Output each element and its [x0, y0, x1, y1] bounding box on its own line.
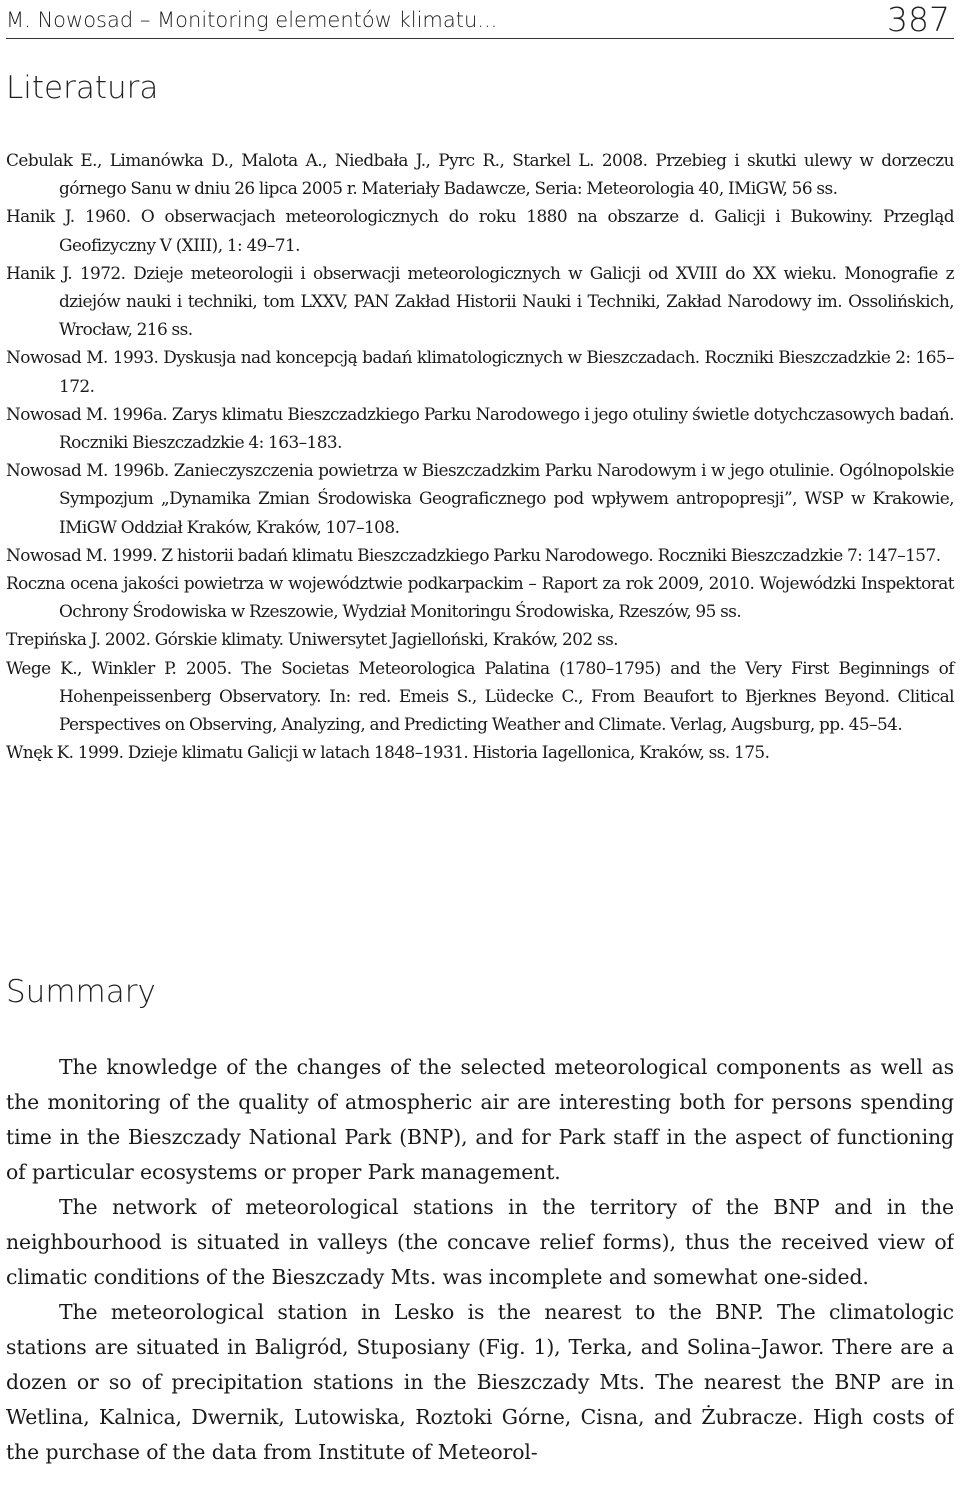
reference-item: Nowosad M. 1996a. Zarys klimatu Bieszczadzkiego Parku Narodowego i jego otuliny świetle dotychczasowych badań. Roczniki Bieszczadzkie 4: 163–183.: [6, 403, 954, 453]
reference-item: Roczna ocena jakości powietrza w województwie podkarpackim – Raport za rok 2009, 2010. Wojewódzki Inspektorat Ochrony Środowiska w Rzeszowie, Wydział Monitoringu Środowiska, Rzeszów, 95 ss.: [6, 573, 954, 622]
reference-item: Nowosad M. 1993. Dyskusja nad koncepcją badań klimatologicznych w Bieszczadach. Roczniki Bieszczadzkie 2: 165–172.: [6, 347, 954, 396]
reference-item: Hanik J. 1960. O obserwacjach meteorologicznych do roku 1880 na obszarze d. Galicji i Bukowiny. Przegląd Geofizyczny V (XIII), 1: 49–71.: [6, 206, 954, 255]
running-header: [6, 0, 954, 39]
summary-paragraph: The knowledge of the changes of the selected meteorological components as well as the monitoring of the quality of atmospheric air are interesting both for persons spending time in the Bieszczady National Park (BNP), and for Park staff in the aspect of functioning of particular ecosystems or proper Park management.: [6, 1055, 954, 1184]
summary-paragraph: The network of meteorological stations in the territory of the BNP and in the neighbourhood is situated in valleys (the concave relief forms), thus the received view of climatic conditions of the Bieszczady Mts. was incomplete and somewhat one-sided.: [6, 1195, 954, 1289]
running-title: M. Nowosad – Monitoring elementów klimatu...: [6, 8, 498, 32]
literature-heading: Literatura: [6, 70, 159, 106]
summary-heading: Summary: [6, 974, 156, 1010]
reference-item: Cebulak E., Limanówka D., Malota A., Niedbała J., Pyrc R., Starkel L. 2008. Przebieg i skutki ulewy w dorzeczu górnego Sanu w dniu 26 lipca 2005 r. Materiały Badawcze, Seria: Meteorologia 40, IMiGW, 56 ss.: [6, 150, 954, 199]
reference-item: Wnęk K. 1999. Dzieje klimatu Galicji w latach 1848–1931. Historia Iagellonica, Kraków, ss. 175.: [6, 742, 770, 763]
reference-item: Nowosad M. 1996b. Zanieczyszczenia powietrza w Bieszczadzkim Parku Narodowym i w jego otulinie. Ogólnopolskie Sympozjum „Dynamika Zmian Środowiska Geograficznego pod wpływem antropopresji”, WSP w Krakowie, IMiGW Oddział Kraków, Kraków, 107–108.: [6, 460, 954, 537]
page-number: 387: [887, 0, 950, 39]
reference-item: Wege K., Winkler P. 2005. The Societas Meteorologica Palatina (1780–1795) and the Very First Beginnings of Hohenpeissenberg Observatory. In: red. Emeis S., Lüdecke C., From Beaufort to Bjerknes Beyond. Clitical Perspectives on Observing, Analyzing, and Predicting Weather and Climate. Verlag, Augsburg, pp. 45–54.: [6, 657, 954, 735]
reference-list: [6, 146, 954, 766]
reference-item: Nowosad M. 1999. Z historii badań klimatu Bieszczadzkiego Parku Narodowego. Roczniki Bieszczadzkie 7: 147–157.: [6, 544, 941, 565]
summary-paragraph: The meteorological station in Lesko is the nearest to the BNP. The climatologic stations are situated in Baligród, Stuposiany (Fig. 1), Terka, and Solina–Jawor. There are a dozen or so of precipitation stations in the Bieszczady Mts. The nearest the BNP are in Wetlina, Kalnica, Dwernik, Lutowiska, Roztoki Górne, Cisna, and Żubracze. High costs of the purchase of the data from Institute of Meteorol-: [6, 1300, 954, 1464]
summary-body: [6, 1050, 954, 1470]
reference-item: Trepińska J. 2002. Górskie klimaty. Uniwersytet Jagielloński, Kraków, 202 ss.: [6, 629, 619, 650]
reference-item: Hanik J. 1972. Dzieje meteorologii i obserwacji meteorologicznych w Galicji od XVIII do XX wieku. Monografie z dziejów nauki i techniki, tom LXXV, PAN Zakład Historii Nauki i Techniki, Zakład Narodowy im. Ossolińskich, Wrocław, 216 ss.: [6, 262, 954, 340]
